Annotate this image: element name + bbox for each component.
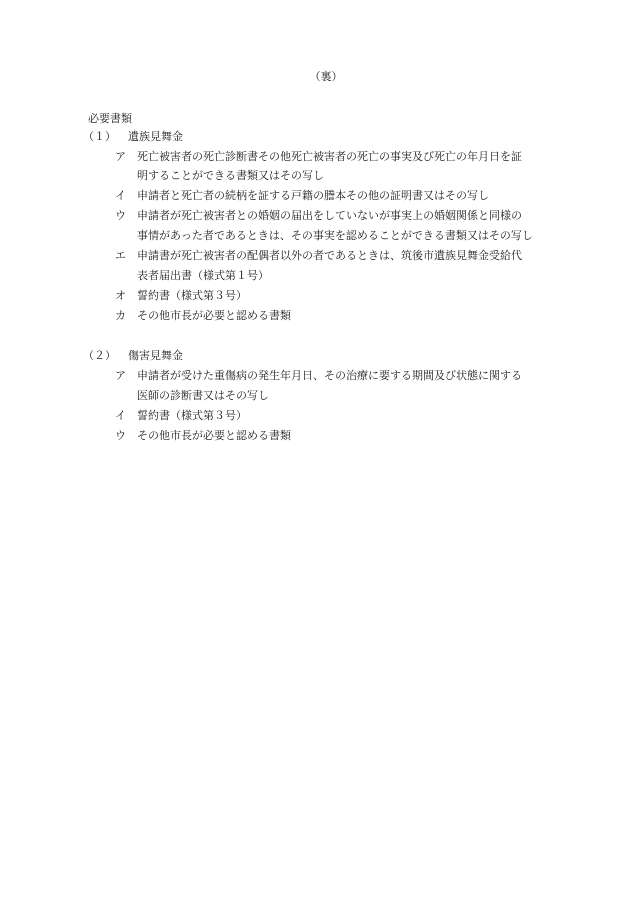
list-item [115, 148, 522, 164]
item-mark: イ [115, 409, 126, 422]
item-continuation: 表者届出書（様式第１号） [137, 269, 269, 282]
item-text: その他市長が必要と認める書類 [137, 309, 291, 322]
item-mark: ア [115, 150, 126, 163]
item-text: 申請者と死亡者の続柄を証する戸籍の謄本その他の証明書又はその写し [137, 189, 489, 202]
section-1-title: 遺族見舞金 [128, 130, 183, 143]
item-text: 申請者が受けた重傷病の発生年月日、その治療に要する期間及び状態に関する [137, 369, 522, 382]
item-text: 誓約書（様式第３号） [137, 289, 247, 302]
item-text: 申請書が死亡被害者の配偶者以外の者であるときは、筑後市遺族見舞金受給代 [137, 249, 522, 262]
item-mark: ウ [115, 429, 126, 442]
item-text: 申請者が死亡被害者との婚姻の届出をしていないが事実上の婚姻関係と同様の [137, 209, 522, 222]
item-continuation: 明することができる書類又はその写し [137, 169, 324, 182]
item-text: 誓約書（様式第３号） [137, 409, 247, 422]
item-mark: オ [115, 289, 126, 302]
section-heading: 必要書類 [88, 112, 132, 125]
item-mark: カ [115, 309, 126, 322]
section-2-number: （２） [83, 349, 116, 362]
list-item [115, 287, 247, 303]
list-item [115, 207, 522, 223]
item-continuation: 事情があった者であるときは、その事実を認めることができる書類又はその写し [137, 229, 533, 242]
list-item [115, 407, 247, 423]
page-header: （裏） [309, 70, 343, 83]
item-continuation: 医師の診断書又はその写し [137, 389, 269, 402]
item-mark: ア [115, 369, 126, 382]
list-item [115, 187, 489, 203]
list-item [115, 427, 291, 443]
list-item [115, 367, 522, 383]
section-2-title: 傷害見舞金 [128, 349, 183, 362]
item-mark: イ [115, 189, 126, 202]
item-text: 死亡被害者の死亡診断書その他死亡被害者の死亡の事実及び死亡の年月日を証 [137, 150, 522, 163]
item-mark: ウ [115, 209, 126, 222]
item-mark: エ [115, 249, 126, 262]
list-item [115, 307, 291, 323]
list-item [115, 247, 522, 263]
section-1-number: （１） [83, 130, 116, 143]
item-text: その他市長が必要と認める書類 [137, 429, 291, 442]
